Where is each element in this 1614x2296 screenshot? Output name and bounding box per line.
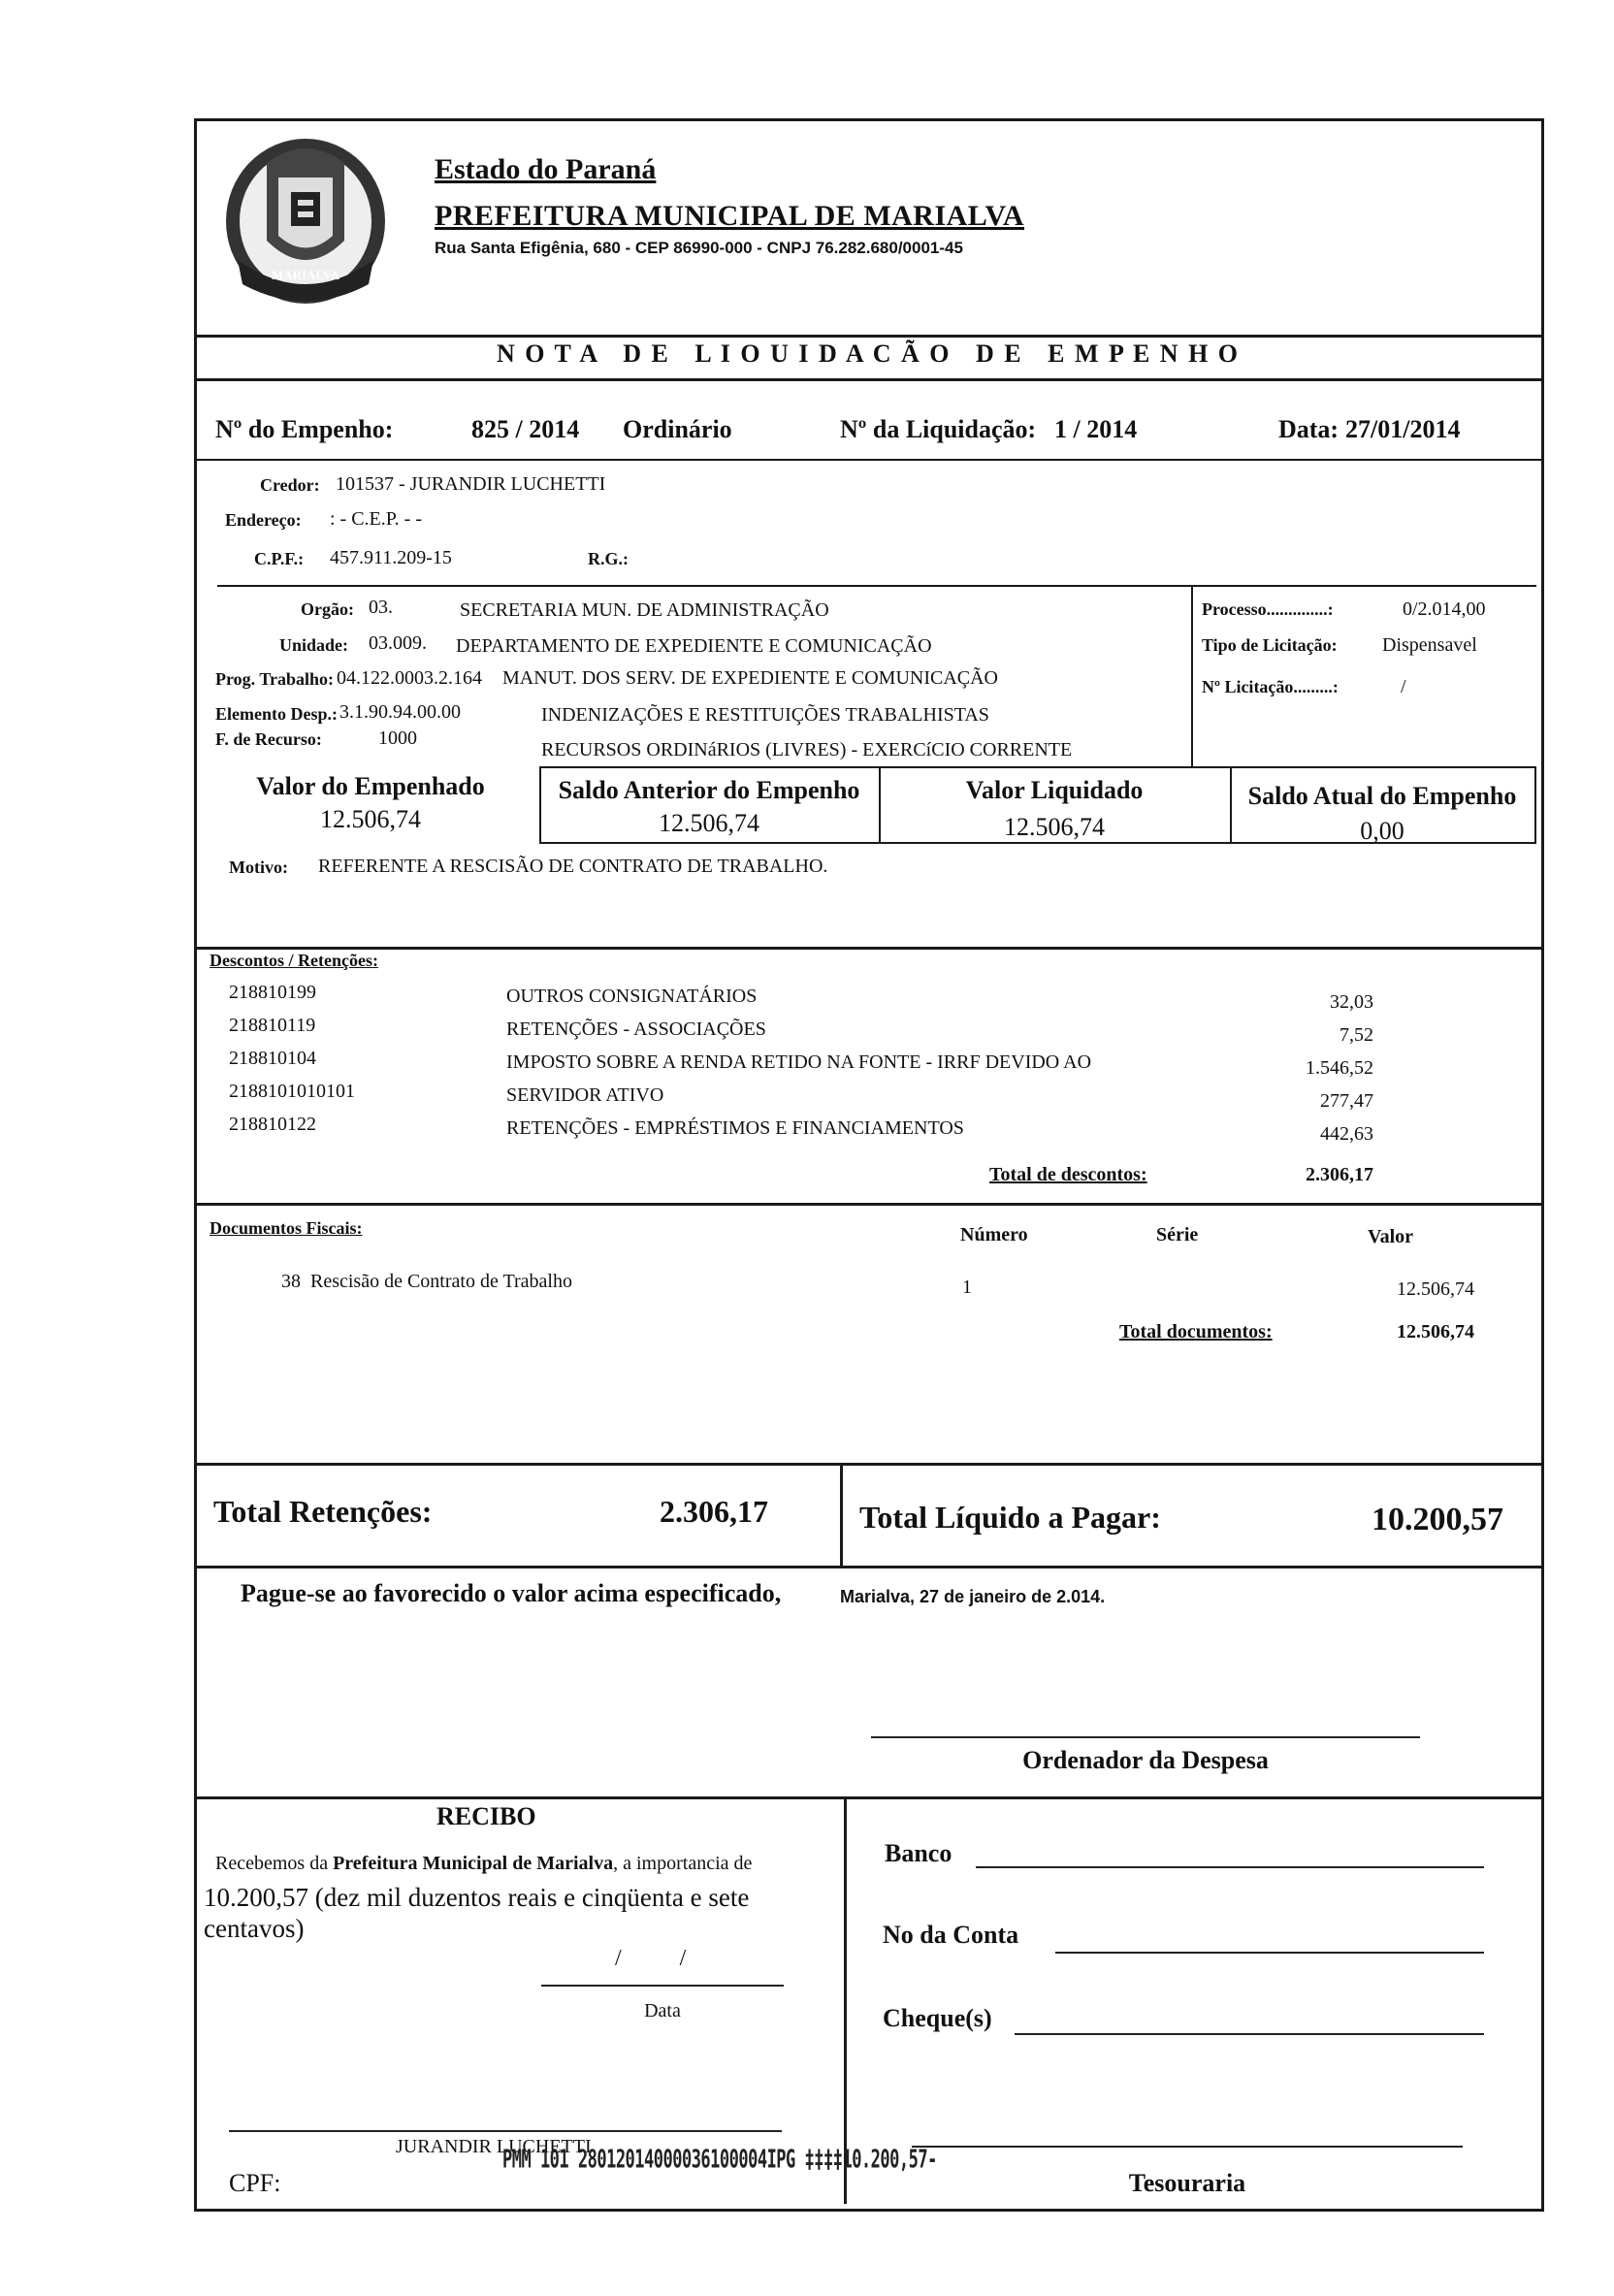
prog-name: MANUT. DOS SERV. DE EXPEDIENTE E COMUNICAÇÃO <box>502 667 998 689</box>
elemento-code: 3.1.90.94.00.00 <box>339 701 461 723</box>
banco-label: Banco <box>885 1839 952 1867</box>
recibo-text-prefix: Recebemos da <box>215 1853 334 1874</box>
banco-line <box>976 1866 1484 1868</box>
divider <box>194 947 1542 950</box>
divider <box>539 766 1534 768</box>
recibo-amount-text: 10.200,57 (dez mil duzentos reais e cinqüenta e sete centavos) <box>204 1883 750 1943</box>
processo-value: 0/2.014,00 <box>1403 598 1486 620</box>
endereco-label: Endereço: <box>225 510 302 530</box>
divider <box>194 459 1542 461</box>
divider <box>194 378 1542 381</box>
recibo-text-suffix: , a importancia de <box>613 1853 753 1874</box>
desconto-desc: RETENÇÕES - EMPRÉSTIMOS E FINANCIAMENTOS <box>506 1117 964 1139</box>
recibo-date-line <box>541 1985 784 1987</box>
divider <box>217 585 1536 587</box>
documento-numero: 1 <box>962 1277 972 1298</box>
document-title: N O T A D E L I O U I D A C Ã O D E E M P E N H O <box>496 340 1241 368</box>
orgao-name: SECRETARIA MUN. DE ADMINISTRAÇÃO <box>460 599 829 621</box>
elemento-name: INDENIZAÇÕES E RESTITUIÇÕES TRABALHISTAS <box>541 704 989 726</box>
recibo-cpf-label: CPF: <box>229 2169 281 2197</box>
date-value: 27/01/2014 <box>1345 415 1461 443</box>
conta-line <box>1055 1952 1484 1954</box>
recibo-date-slashes: / / <box>615 1946 687 1971</box>
documento-desc: 38 Rescisão de Contrato de Trabalho <box>281 1271 572 1292</box>
desconto-desc: RETENÇÕES - ASSOCIAÇÕES <box>506 1019 766 1040</box>
recibo-text-bold: Prefeitura Municipal de Marialva <box>333 1853 614 1874</box>
tesouraria-label: Tesouraria <box>1128 2169 1246 2197</box>
saldo-atual-value: 0,00 <box>1360 817 1404 845</box>
recibo-text <box>215 1853 752 1875</box>
divider <box>194 1796 1542 1799</box>
ordenador-signature-line <box>871 1736 1420 1738</box>
cpf-value: 457.911.209-15 <box>330 547 452 568</box>
recurso-label: F. de Recurso: <box>215 729 322 749</box>
endereco-value: : - C.E.P. - - <box>330 508 422 530</box>
divider <box>194 1203 1542 1206</box>
desconto-code: 218810199 <box>229 982 316 1003</box>
prog-label: Prog. Trabalho: <box>215 669 335 689</box>
empenhado-label: Valor do Empenhado <box>256 772 485 800</box>
rg-label: R.G.: <box>588 549 629 568</box>
col-numero: Número <box>960 1224 1028 1245</box>
desconto-desc: OUTROS CONSIGNATÁRIOS <box>506 986 758 1007</box>
licitacao-value: / <box>1401 676 1406 697</box>
tipo-licitacao-value: Dispensavel <box>1382 634 1477 656</box>
motivo-label: Motivo: <box>229 857 288 877</box>
unidade-label: Unidade: <box>279 635 349 655</box>
col-serie: Série <box>1156 1224 1199 1245</box>
credor-value: 101537 - JURANDIR LUCHETTI <box>336 473 606 495</box>
signer-signature-line <box>229 2130 782 2132</box>
prog-code: 04.122.0003.2.164 <box>337 667 482 689</box>
municipality-name: PREFEITURA MUNICIPAL DE MARIALVA <box>435 200 1025 232</box>
orgao-code: 03. <box>369 597 393 618</box>
unidade-name: DEPARTAMENTO DE EXPEDIENTE E COMUNICAÇÃO <box>456 635 932 657</box>
recurso-code: 1000 <box>378 728 417 749</box>
saldo-anterior-label: Saldo Anterior do Empenho <box>558 776 860 804</box>
authentication-stamp: PMM 101 28012014000036100004IPG ‡‡‡‡10.200,57- <box>502 2146 937 2175</box>
divider <box>194 335 1542 338</box>
cpf-label: C.P.F.: <box>254 549 305 568</box>
divider <box>844 1796 847 2204</box>
desconto-desc: SERVIDOR ATIVO <box>506 1084 664 1106</box>
desconto-value: 1.546,52 <box>1306 1057 1373 1079</box>
cheque-label: Cheque(s) <box>883 2004 992 2032</box>
descontos-total-label: Total de descontos: <box>989 1164 1147 1185</box>
tipo-licitacao-label: Tipo de Licitação: <box>1202 635 1338 655</box>
signer-name: JURANDIR LUCHETTI <box>396 2136 592 2157</box>
licitacao-label: Nº Licitação.........: <box>1202 677 1339 696</box>
liquidado-value: 12.506,74 <box>1004 813 1105 841</box>
state-name: Estado do Paraná <box>435 153 657 185</box>
descontos-total-value: 2.306,17 <box>1306 1164 1373 1185</box>
recibo-date-label: Data <box>644 2000 681 2021</box>
liquidacao-label: Nº da Liquidação: <box>840 415 1037 443</box>
desconto-code: 218810104 <box>229 1048 316 1069</box>
ordenador-label: Ordenador da Despesa <box>1022 1746 1269 1774</box>
coat-of-arms-logo <box>209 124 403 318</box>
documento-valor: 12.506,74 <box>1397 1278 1474 1300</box>
divider <box>194 1463 1542 1466</box>
empenhado-value: 12.506,74 <box>320 805 421 833</box>
documentos-heading: Documentos Fiscais: <box>210 1218 363 1238</box>
cheque-line <box>1015 2033 1484 2035</box>
conta-label: No da Conta <box>883 1921 1019 1949</box>
divider <box>840 1463 843 1566</box>
divider <box>1191 585 1193 766</box>
recurso-name: RECURSOS ORDINáRIOS (LIVRES) - EXERCíCIO CORRENTE <box>541 739 1073 760</box>
total-retencoes-value: 2.306,17 <box>660 1494 768 1529</box>
desconto-value: 442,63 <box>1320 1123 1373 1145</box>
credor-label: Credor: <box>260 475 320 495</box>
orgao-label: Orgão: <box>301 599 354 619</box>
empenho-type: Ordinário <box>623 415 732 443</box>
desconto-value: 7,52 <box>1340 1024 1373 1046</box>
documentos-total-value: 12.506,74 <box>1397 1321 1474 1342</box>
documentos-total-label: Total documentos: <box>1119 1321 1273 1342</box>
tesouraria-signature-line <box>912 2146 1463 2148</box>
logo-ribbon-text: MARIALVA <box>271 268 340 282</box>
municipality-address: Rua Santa Efigênia, 680 - CEP 86990-000 - CNPJ 76.282.680/0001-45 <box>435 239 963 257</box>
recibo-title: RECIBO <box>436 1802 536 1830</box>
date-label: Data: <box>1278 415 1340 443</box>
liquidado-label: Valor Liquidado <box>965 776 1144 804</box>
pague-place-date: Marialva, 27 de janeiro de 2.014. <box>840 1587 1106 1606</box>
total-liquido-value: 10.200,57 <box>1372 1502 1503 1537</box>
col-valor: Valor <box>1368 1226 1414 1247</box>
desconto-value: 32,03 <box>1330 991 1373 1013</box>
saldo-atual-label: Saldo Atual do Empenho <box>1247 782 1517 810</box>
pague-text: Pague-se ao favorecido o valor acima especificado, <box>241 1579 782 1607</box>
desconto-code: 218810119 <box>229 1015 316 1036</box>
desconto-code: 2188101010101 <box>229 1081 355 1102</box>
desconto-desc: IMPOSTO SOBRE A RENDA RETIDO NA FONTE - IRRF DEVIDO AO <box>506 1051 1092 1073</box>
total-liquido-label: Total Líquido a Pagar: <box>859 1500 1161 1535</box>
unidade-code: 03.009. <box>369 632 427 654</box>
total-retencoes-label: Total Retenções: <box>213 1494 433 1529</box>
desconto-value: 277,47 <box>1320 1090 1373 1112</box>
empenho-label: Nº do Empenho: <box>215 415 394 443</box>
motivo-text: REFERENTE A RESCISÃO DE CONTRATO DE TRABALHO. <box>318 856 828 877</box>
divider <box>1534 766 1536 844</box>
saldo-anterior-value: 12.506,74 <box>659 809 759 837</box>
divider <box>194 1566 1542 1568</box>
descontos-heading: Descontos / Retenções: <box>210 951 378 970</box>
desconto-code: 218810122 <box>229 1114 316 1135</box>
liquidacao-number: 1 / 2014 <box>1054 415 1138 443</box>
empenho-number: 825 / 2014 <box>471 415 580 443</box>
elemento-label: Elemento Desp.: <box>215 704 338 724</box>
processo-label: Processo..............: <box>1202 599 1334 619</box>
